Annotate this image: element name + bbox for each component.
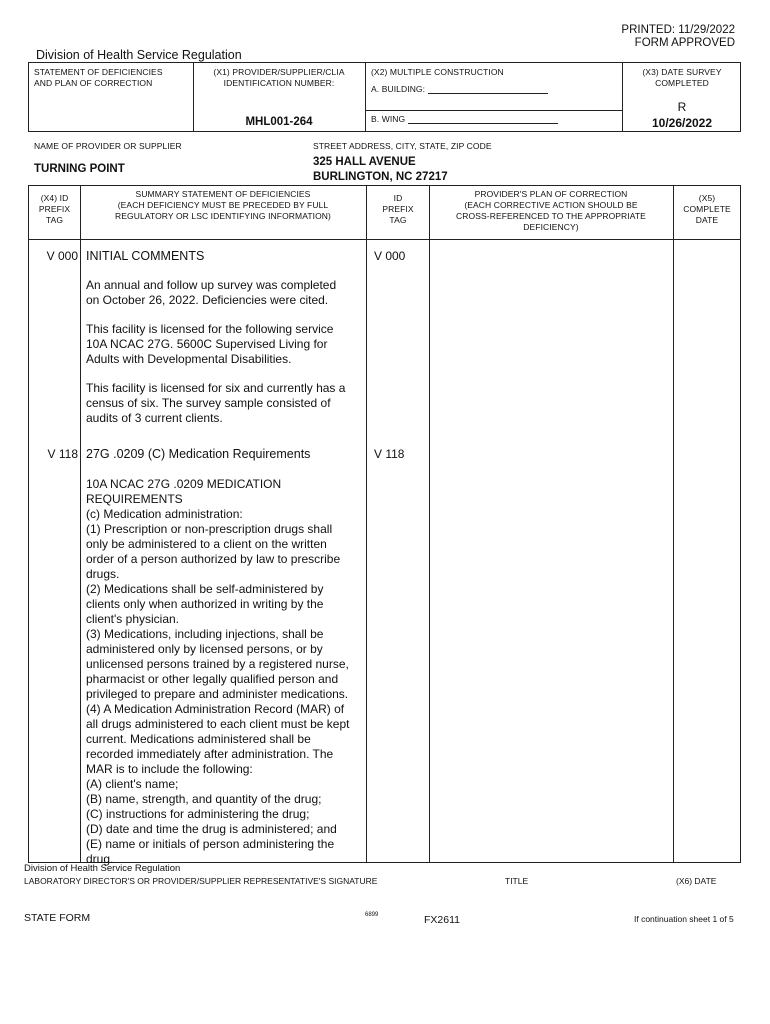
entry-paragraph: This facility is licensed for six and currently has a census of six. The survey sample consisted of audits of 3 current clients. xyxy=(86,381,346,425)
printed-date: PRINTED: 11/29/2022 xyxy=(621,24,735,36)
building-blank xyxy=(428,85,548,94)
x2-label: (X2) MULTIPLE CONSTRUCTION xyxy=(371,67,504,77)
footer-division: Division of Health Service Regulation xyxy=(24,863,181,874)
continuation-sheet: If continuation sheet 1 of 5 xyxy=(634,914,734,924)
col-x4-header: (X4) ID PREFIX TAG xyxy=(38,193,71,225)
entry-regulation-text: 10A NCAC 27G .0209 MEDICATION REQUIREMENTS (c) Medication administration: (1) Prescription or non-prescription drugs shall only be administered to a client on the written order of a person authorized by law to prescribe drugs. (2) Medications shall be self-administered by clients only when authorized in writing by the client's physician. (3) Medications, including injections, shall be administered only by licensed persons, or by unlicensed persons trained by a registered nurse, pharmacist or other legally qualified person and privileged to prepare and administer medications. (4) A Medication Administration Record (MAR) of all drugs administered to each client must be kept current. Medications administered shall be recorded immediately after administration. The MAR is to include the following: (A) client's name; (B) name, strength, and quantity of the drug; (C) instructions for administering the drug; (D) date and time the drug is administered; and (E) name or initials of person administering the drug. xyxy=(86,477,350,866)
signature-label: LABORATORY DIRECTOR'S OR PROVIDER/SUPPLIER REPRESENTATIVE'S SIGNATURE xyxy=(24,876,378,886)
col-id-header: ID PREFIX TAG xyxy=(382,193,414,225)
address-line1: 325 HALL AVENUE xyxy=(313,156,416,168)
address-line2: BURLINGTON, NC 27217 xyxy=(313,171,448,183)
prefix-tag-v118: V 118 xyxy=(47,447,78,461)
event-id: FX2611 xyxy=(424,914,460,926)
x1-label: (X1) PROVIDER/SUPPLIER/CLIA IDENTIFICATION NUMBER: xyxy=(213,67,345,88)
title-label: TITLE xyxy=(505,876,529,886)
col-summary-header: SUMMARY STATEMENT OF DEFICIENCIES (EACH DEFICIENCY MUST BE PRECEDED BY FULL REGULATORY OR LSC IDENTIFYING INFORMATION) xyxy=(115,189,331,221)
address-label: STREET ADDRESS, CITY, STATE, ZIP CODE xyxy=(313,141,492,151)
wing-label: B. WING xyxy=(371,114,406,124)
survey-completed-date: 10/26/2022 xyxy=(651,116,713,130)
x6-date-label: (X6) DATE xyxy=(676,876,717,886)
form-code: 6899 xyxy=(365,912,379,918)
state-form-label: STATE FORM xyxy=(24,912,91,924)
entry-v000 xyxy=(86,249,364,440)
x3-label: (X3) DATE SURVEY COMPLETED xyxy=(642,67,722,88)
building-field xyxy=(371,84,548,94)
id-tag-v000: V 000 xyxy=(374,249,406,263)
id-tag-v118: V 118 xyxy=(374,447,405,461)
wing-blank xyxy=(408,115,558,124)
col-x5-header: (X5) COMPLETE DATE xyxy=(683,193,731,225)
provider-id-number: MHL001-264 xyxy=(245,116,313,128)
division-title: Division of Health Service Regulation xyxy=(36,48,242,62)
statement-label: STATEMENT OF DEFICIENCIES AND PLAN OF CORRECTION xyxy=(34,67,163,88)
x3-code: R xyxy=(677,100,687,114)
entry-title: INITIAL COMMENTS xyxy=(86,249,205,263)
entry-title: 27G .0209 (C) Medication Requirements xyxy=(86,447,311,461)
entry-paragraph: This facility is licensed for the following service 10A NCAC 27G. 5600C Supervised Living for Adults with Developmental Disabilities. xyxy=(86,322,334,366)
provider-name-label: NAME OF PROVIDER OR SUPPLIER xyxy=(34,141,182,151)
form-approved: FORM APPROVED xyxy=(634,37,735,49)
provider-name: TURNING POINT xyxy=(34,163,125,175)
entry-paragraph: An annual and follow up survey was completed on October 26, 2022. Deficiencies were cited. xyxy=(86,278,337,307)
entry-v118 xyxy=(86,447,364,867)
wing-field xyxy=(371,114,558,124)
building-label: A. BUILDING: xyxy=(371,84,426,94)
prefix-tag-v000: V 000 xyxy=(46,249,78,263)
col-plan-header: PROVIDER'S PLAN OF CORRECTION (EACH CORRECTIVE ACTION SHOULD BE CROSS-REFERENCED TO THE APPROPRIATE DEFICIENCY) xyxy=(456,189,646,232)
